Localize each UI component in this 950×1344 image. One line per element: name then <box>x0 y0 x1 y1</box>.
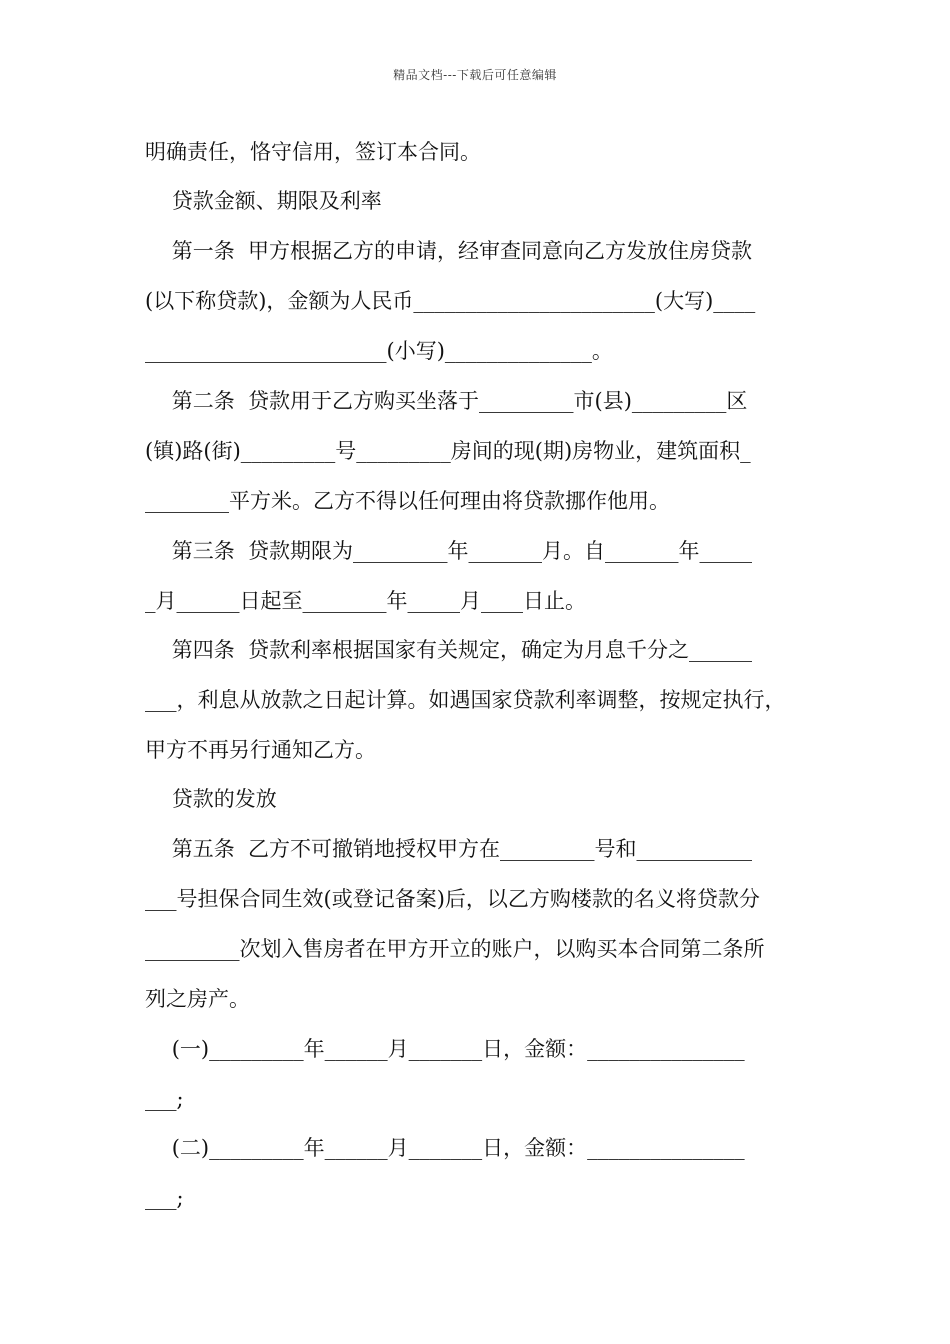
installment-1-line: ___; <box>145 1087 184 1111</box>
article-4-line: 甲方不再另行通知乙方。 <box>145 738 376 762</box>
article-1-line: _______________________(小写)______________。 <box>145 339 613 363</box>
text-line: 明确责任，恪守信用，签订本合同。 <box>145 140 481 164</box>
installment-2-line: ___; <box>145 1186 184 1210</box>
article-2-line: (镇)路(街)_________号_________房间的现(期)房物业，建筑面积_ <box>145 439 751 463</box>
page-header: 精品文档---下载后可任意编辑 <box>393 68 557 82</box>
section-heading: 贷款金额、期限及利率 <box>145 189 382 213</box>
article-5-line: 第五条 乙方不可撤销地授权甲方在_________号和___________ <box>145 837 753 861</box>
article-3-line: 第三条 贷款期限为_________年_______月。自_______年_____ <box>145 539 753 563</box>
article-2-line: 第二条 贷款用于乙方购买坐落于_________市(县)_________区 <box>145 389 748 413</box>
article-5-line: _________次划入售房者在甲方开立的账户，以购买本合同第二条所 <box>145 937 765 961</box>
installment-2-line: (二)_________年______月_______日，金额：_______________ <box>145 1136 745 1160</box>
article-5-line: ___号担保合同生效(或登记备案)后，以乙方购楼款的名义将贷款分 <box>145 887 760 911</box>
installment-1-line: (一)_________年______月_______日，金额：_______________ <box>145 1037 745 1061</box>
section-heading: 贷款的发放 <box>145 787 277 811</box>
article-1-line: 第一条 甲方根据乙方的申请，经审查同意向乙方发放住房贷款 <box>145 239 753 263</box>
article-2-line: ________平方米。乙方不得以任何理由将贷款挪作他用。 <box>145 489 670 513</box>
article-3-line: _月______日起至________年_____月____日止。 <box>145 589 586 613</box>
article-1-line: (以下称贷款)，金额为人民币_______________________(大写)____ <box>145 289 756 313</box>
article-5-line: 列之房产。 <box>145 987 250 1011</box>
article-4-line: 第四条 贷款利率根据国家有关规定，确定为月息千分之______ <box>145 638 753 662</box>
article-4-line: ___，利息从放款之日起计算。如遇国家贷款利率调整，按规定执行， <box>145 688 786 712</box>
